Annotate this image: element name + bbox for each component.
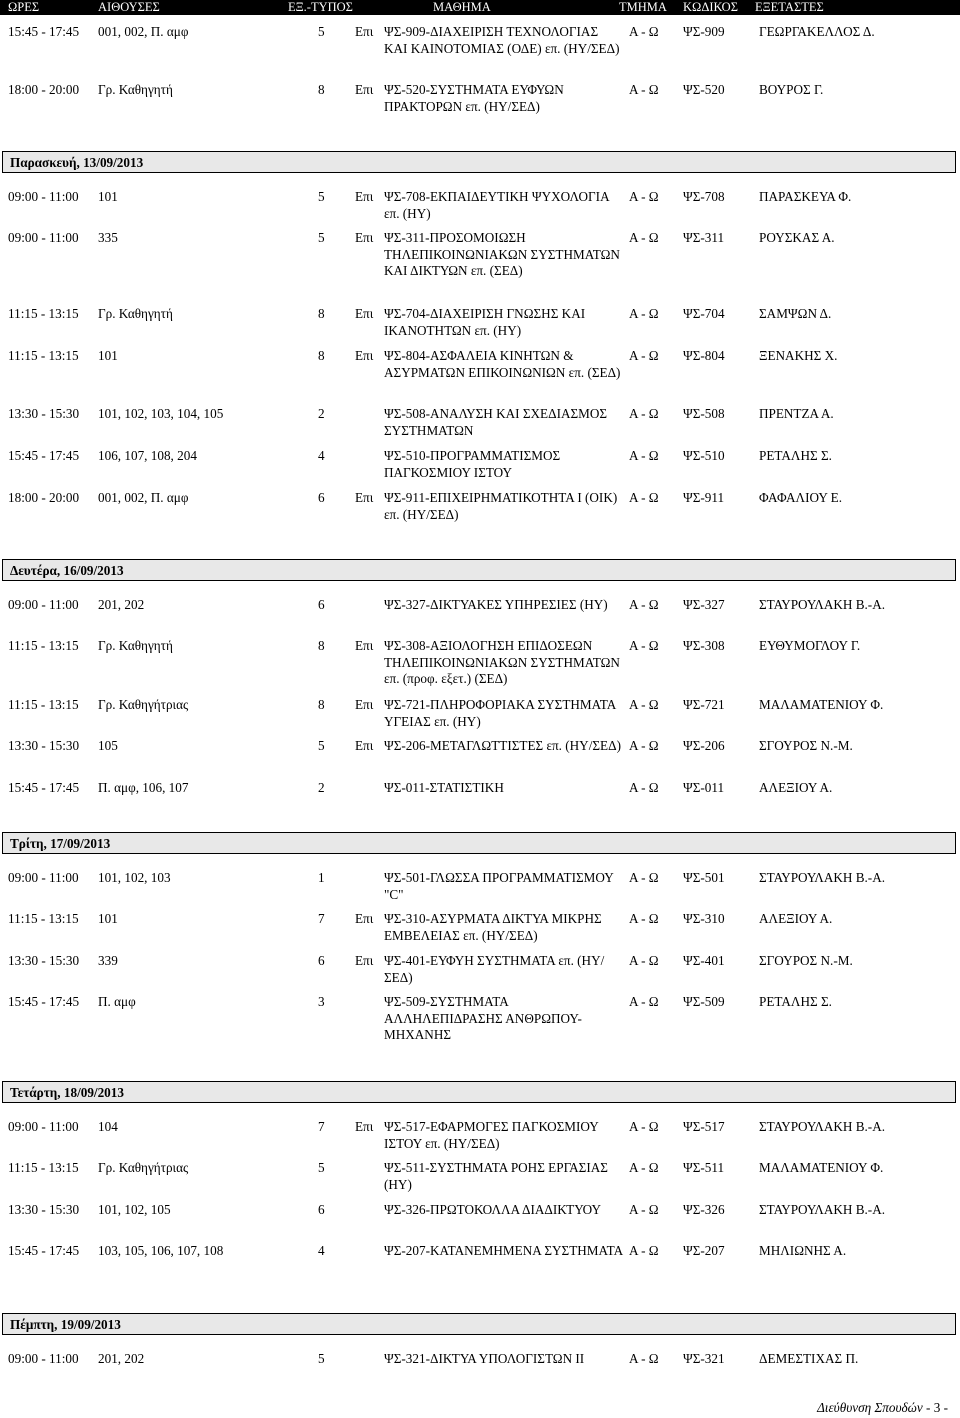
row-dept: Α - Ω <box>629 1202 659 1217</box>
row-course: ΨΣ-704-ΔΙΑΧΕΙΡΙΣΗ ΓΝΩΣΗΣ ΚΑΙ ΙΚΑΝΟΤΗΤΩΝ επ. (ΗΥ) <box>384 306 586 338</box>
row-time: 09:00 - 11:00 <box>8 1351 79 1366</box>
row-course: ΨΣ-911-ΕΠΙΧΕΙΡΗΜΑΤΙΚΟΤΗΤΑ Ι (ΟΙΚ) επ. (ΗΥ/ΣΕΔ) <box>384 490 618 522</box>
day-section-header <box>2 559 956 581</box>
row-room: 101 <box>98 348 118 363</box>
row-code: ΨΣ-310 <box>683 911 725 926</box>
row-code: ΨΣ-326 <box>683 1202 725 1217</box>
row-examiner: ΣΤΑΥΡΟΥΛΑΚΗ Β.-Α. <box>759 870 886 885</box>
row-course: ΨΣ-520-ΣΥΣΤΗΜΑΤΑ ΕΥΦΥΩΝ ΠΡΑΚΤΟΡΩΝ επ. (ΗΥ/ΣΕΔ) <box>384 82 564 114</box>
row-code: ΨΣ-708 <box>683 189 725 204</box>
row-epi: Επι <box>355 697 374 712</box>
row-course: ΨΣ-708-ΕΚΠΑΙΔΕΥΤΙΚΗ ΨΥΧΟΛΟΓΙΑ επ. (ΗΥ) <box>384 189 609 221</box>
row-epi: Επι <box>355 738 374 753</box>
row-examiner: ΜΗΛΙΩΝΗΣ Α. <box>759 1243 847 1258</box>
row-code: ΨΣ-321 <box>683 1351 725 1366</box>
row-code: ΨΣ-509 <box>683 994 725 1009</box>
row-type: 8 <box>318 306 325 321</box>
row-code: ΨΣ-207 <box>683 1243 725 1258</box>
row-dept: Α - Ω <box>629 597 659 612</box>
row-examiner: ΑΛΕΞΙΟΥ Α. <box>759 780 833 795</box>
row-type: 5 <box>318 230 325 245</box>
row-time: 18:00 - 20:00 <box>8 82 80 97</box>
row-course: ΨΣ-501-ΓΛΩΣΣΑ ΠΡΟΓΡΑΜΜΑΤΙΣΜΟΥ "C" <box>384 870 614 902</box>
row-dept: Α - Ω <box>629 189 659 204</box>
row-time: 15:45 - 17:45 <box>8 448 80 463</box>
row-room: 201, 202 <box>98 1351 145 1366</box>
row-examiner: ΡΕΤΑΛΗΣ Σ. <box>759 994 832 1009</box>
page-footer <box>817 1400 948 1416</box>
row-dept: Α - Ω <box>629 348 659 363</box>
row-dept: Α - Ω <box>629 406 659 421</box>
row-time: 13:30 - 15:30 <box>8 1202 80 1217</box>
row-type: 2 <box>318 406 325 421</box>
row-epi: Επι <box>355 230 374 245</box>
row-room: Π. αμφ, 106, 107 <box>98 780 189 795</box>
row-time: 13:30 - 15:30 <box>8 406 80 421</box>
row-type: 5 <box>318 1351 325 1366</box>
row-course: ΨΣ-308-ΑΞΙΟΛΟΓΗΣΗ ΕΠΙΔΟΣΕΩΝ ΤΗΛΕΠΙΚΟΙΝΩΝΙΑΚΩΝ ΣΥΣΤΗΜΑΤΩΝ επ. (προφ. εξετ.) (ΣΕΔ) <box>384 638 620 686</box>
row-room: 339 <box>98 953 118 968</box>
row-time: 11:15 - 13:15 <box>8 638 79 653</box>
row-dept: Α - Ω <box>629 1160 659 1175</box>
row-dept: Α - Ω <box>629 953 659 968</box>
row-type: 2 <box>318 780 325 795</box>
row-time: 09:00 - 11:00 <box>8 870 79 885</box>
row-time: 13:30 - 15:30 <box>8 738 80 753</box>
row-time: 09:00 - 11:00 <box>8 1119 79 1134</box>
row-course: ΨΣ-517-ΕΦΑΡΜΟΓΕΣ ΠΑΓΚΟΣΜΙΟΥ ΙΣΤΟΥ επ. (ΗΥ/ΣΕΔ) <box>384 1119 599 1151</box>
row-course: ΨΣ-206-ΜΕΤΑΓΛΩΤΤΙΣΤΕΣ επ. (ΗΥ/ΣΕΔ) <box>384 738 621 753</box>
row-room: 101, 102, 103 <box>98 870 171 885</box>
row-code: ΨΣ-327 <box>683 597 725 612</box>
row-course: ΨΣ-511-ΣΥΣΤΗΜΑΤΑ ΡΟΗΣ ΕΡΓΑΣΙΑΣ (ΗΥ) <box>384 1160 608 1192</box>
row-examiner: ΣΑΜΨΩΝ Δ. <box>759 306 832 321</box>
row-examiner: ΑΛΕΞΙΟΥ Α. <box>759 911 833 926</box>
row-time: 11:15 - 13:15 <box>8 911 79 926</box>
row-time: 09:00 - 11:00 <box>8 230 79 245</box>
row-room: 201, 202 <box>98 597 145 612</box>
row-course: ΨΣ-721-ΠΛΗΡΟΦΟΡΙΑΚΑ ΣΥΣΤΗΜΑΤΑ ΥΓΕΙΑΣ επ. (ΗΥ) <box>384 697 616 729</box>
row-code: ΨΣ-011 <box>683 780 725 795</box>
row-time: 15:45 - 17:45 <box>8 1243 80 1258</box>
page-number: - 3 - <box>926 1400 948 1415</box>
row-epi: Επι <box>355 490 374 505</box>
row-course: ΨΣ-510-ΠΡΟΓΡΑΜΜΑΤΙΣΜΟΣ ΠΑΓΚΟΣΜΙΟΥ ΙΣΤΟΥ <box>384 448 561 480</box>
row-type: 6 <box>318 1202 325 1217</box>
row-dept: Α - Ω <box>629 870 659 885</box>
row-code: ΨΣ-520 <box>683 82 725 97</box>
row-course: ΨΣ-327-ΔΙΚΤΥΑΚΕΣ ΥΠΗΡΕΣΙΕΣ (ΗΥ) <box>384 597 608 612</box>
header-dept: ΤΜΗΜΑ <box>619 0 667 14</box>
row-dept: Α - Ω <box>629 1119 659 1134</box>
header-rooms: ΑΙΘΟΥΣΕΣ <box>98 0 160 14</box>
header-time: ΩΡΕΣ <box>8 0 40 14</box>
row-dept: Α - Ω <box>629 911 659 926</box>
day-section-header <box>2 832 956 854</box>
row-type: 4 <box>318 448 325 463</box>
row-type: 8 <box>318 82 325 97</box>
row-course: ΨΣ-508-ΑΝΑΛΥΣΗ ΚΑΙ ΣΧΕΔΙΑΣΜΟΣ ΣΥΣΤΗΜΑΤΩΝ <box>384 406 608 438</box>
header-type: ΕΞ.-ΤΥΠΟΣ <box>288 0 353 14</box>
row-time: 18:00 - 20:00 <box>8 490 80 505</box>
row-examiner: ΞΕΝΑΚΗΣ Χ. <box>759 348 838 363</box>
row-type: 5 <box>318 1160 325 1175</box>
row-epi: Επι <box>355 1119 374 1134</box>
row-time: 13:30 - 15:30 <box>8 953 80 968</box>
row-type: 8 <box>318 348 325 363</box>
row-room: Π. αμφ <box>98 994 136 1009</box>
row-time: 15:45 - 17:45 <box>8 780 80 795</box>
row-dept: Α - Ω <box>629 994 659 1009</box>
row-examiner: ΜΑΛΑΜΑΤΕΝΙΟΥ Φ. <box>759 1160 884 1175</box>
row-examiner: ΒΟΥΡΟΣ Γ. <box>759 82 824 97</box>
row-course: ΨΣ-909-ΔΙΑΧΕΙΡΙΣΗ ΤΕΧΝΟΛΟΓΙΑΣ ΚΑΙ ΚΑΙΝΟΤΟΜΙΑΣ (ΟΔΕ) επ. (ΗΥ/ΣΕΔ) <box>384 24 620 56</box>
header-course: ΜΑΘΗΜΑ <box>433 0 491 14</box>
row-room: 101, 102, 105 <box>98 1202 171 1217</box>
row-type: 5 <box>318 189 325 204</box>
row-code: ΨΣ-206 <box>683 738 725 753</box>
column-header-bar <box>0 0 960 15</box>
row-room: 001, 002, Π. αμφ <box>98 490 189 505</box>
row-dept: Α - Ω <box>629 638 659 653</box>
day-title: Τετάρτη, 18/09/2013 <box>10 1085 124 1100</box>
header-examiners: ΕΞΕΤΑΣΤΕΣ <box>755 0 824 14</box>
row-dept: Α - Ω <box>629 490 659 505</box>
row-code: ΨΣ-311 <box>683 230 725 245</box>
row-type: 3 <box>318 994 325 1009</box>
row-dept: Α - Ω <box>629 738 659 753</box>
row-time: 15:45 - 17:45 <box>8 24 80 39</box>
row-room: 105 <box>98 738 118 753</box>
row-time: 11:15 - 13:15 <box>8 697 79 712</box>
row-dept: Α - Ω <box>629 82 659 97</box>
row-room: 101 <box>98 189 118 204</box>
row-time: 09:00 - 11:00 <box>8 597 79 612</box>
row-examiner: ΣΤΑΥΡΟΥΛΑΚΗ Β.-Α. <box>759 1119 886 1134</box>
row-examiner: ΠΡΕΝΤΖΑ Α. <box>759 406 834 421</box>
row-type: 6 <box>318 953 325 968</box>
row-examiner: ΡΕΤΑΛΗΣ Σ. <box>759 448 832 463</box>
row-examiner: ΡΟΥΣΚΑΣ Α. <box>759 230 835 245</box>
row-room: 001, 002, Π. αμφ <box>98 24 189 39</box>
row-code: ΨΣ-308 <box>683 638 725 653</box>
row-type: 1 <box>318 870 325 885</box>
row-type: 6 <box>318 597 325 612</box>
row-epi: Επι <box>355 911 374 926</box>
row-examiner: ΕΥΘΥΜΟΓΛΟΥ Γ. <box>759 638 861 653</box>
day-section-header <box>2 1081 956 1103</box>
row-course: ΨΣ-321-ΔΙΚΤΥΑ ΥΠΟΛΟΓΙΣΤΩΝ ΙΙ <box>384 1351 585 1366</box>
row-type: 6 <box>318 490 325 505</box>
row-code: ΨΣ-704 <box>683 306 725 321</box>
row-epi: Επι <box>355 82 374 97</box>
row-epi: Επι <box>355 638 374 653</box>
row-examiner: ΣΤΑΥΡΟΥΛΑΚΗ Β.-Α. <box>759 597 886 612</box>
row-room: 335 <box>98 230 118 245</box>
row-dept: Α - Ω <box>629 1351 659 1366</box>
row-dept: Α - Ω <box>629 697 659 712</box>
row-epi: Επι <box>355 306 374 321</box>
row-examiner: ΓΕΩΡΓΑΚΕΛΛΟΣ Δ. <box>759 24 875 39</box>
day-section-header <box>2 1313 956 1335</box>
row-type: 7 <box>318 1119 325 1134</box>
row-type: 7 <box>318 911 325 926</box>
row-code: ΨΣ-909 <box>683 24 725 39</box>
row-examiner: ΦΑΦΑΛΙΟΥ Ε. <box>759 490 843 505</box>
row-course: ΨΣ-011-ΣΤΑΤΙΣΤΙΚΗ <box>384 780 504 795</box>
row-room: 101, 102, 103, 104, 105 <box>98 406 224 421</box>
row-course: ΨΣ-311-ΠΡΟΣΟΜΟΙΩΣΗ ΤΗΛΕΠΙΚΟΙΝΩΝΙΑΚΩΝ ΣΥΣΤΗΜΑΤΩΝ ΚΑΙ ΔΙΚΤΥΩΝ επ. (ΣΕΔ) <box>384 230 620 278</box>
row-epi: Επι <box>355 24 374 39</box>
row-dept: Α - Ω <box>629 448 659 463</box>
row-course: ΨΣ-326-ΠΡΩΤΟΚΟΛΛΑ ΔΙΑΔΙΚΤΥΟΥ <box>384 1202 601 1217</box>
footer-label: Διεύθυνση Σπουδών <box>817 1400 923 1415</box>
row-code: ΨΣ-501 <box>683 870 725 885</box>
row-dept: Α - Ω <box>629 306 659 321</box>
row-code: ΨΣ-721 <box>683 697 725 712</box>
row-examiner: ΜΑΛΑΜΑΤΕΝΙΟΥ Φ. <box>759 697 884 712</box>
row-course: ΨΣ-401-ΕΥΦΥΗ ΣΥΣΤΗΜΑΤΑ επ. (ΗΥ/ΣΕΔ) <box>384 953 605 985</box>
row-room: Γρ. Καθηγητή <box>98 82 173 97</box>
row-room: 104 <box>98 1119 118 1134</box>
day-section-header <box>2 151 956 173</box>
row-type: 5 <box>318 24 325 39</box>
row-room: 101 <box>98 911 118 926</box>
row-time: 11:15 - 13:15 <box>8 306 79 321</box>
row-dept: Α - Ω <box>629 24 659 39</box>
row-course: ΨΣ-207-ΚΑΤΑΝΕΜΗΜΕΝΑ ΣΥΣΤΗΜΑΤΑ <box>384 1243 624 1258</box>
row-code: ΨΣ-508 <box>683 406 725 421</box>
row-code: ΨΣ-510 <box>683 448 725 463</box>
row-examiner: ΠΑΡΑΣΚΕΥΑ Φ. <box>759 189 852 204</box>
row-time: 15:45 - 17:45 <box>8 994 80 1009</box>
row-dept: Α - Ω <box>629 1243 659 1258</box>
row-code: ΨΣ-911 <box>683 490 725 505</box>
row-course: ΨΣ-310-ΑΣΥΡΜΑΤΑ ΔΙΚΤΥΑ ΜΙΚΡΗΣ ΕΜΒΕΛΕΙΑΣ επ. (ΗΥ/ΣΕΔ) <box>384 911 602 943</box>
row-code: ΨΣ-511 <box>683 1160 725 1175</box>
header-code: ΚΩΔΙΚΟΣ <box>683 0 738 14</box>
row-dept: Α - Ω <box>629 780 659 795</box>
row-room: Γρ. Καθηγητή <box>98 306 173 321</box>
day-title: Πέμπτη, 19/09/2013 <box>10 1317 121 1332</box>
row-epi: Επι <box>355 953 374 968</box>
row-examiner: ΣΓΟΥΡΟΣ Ν.-Μ. <box>759 738 853 753</box>
day-title: Παρασκευή, 13/09/2013 <box>10 155 144 170</box>
row-code: ΨΣ-804 <box>683 348 725 363</box>
row-dept: Α - Ω <box>629 230 659 245</box>
day-title: Τρίτη, 17/09/2013 <box>10 836 111 851</box>
row-examiner: ΔΕΜΕΣΤΙΧΑΣ Π. <box>759 1351 859 1366</box>
row-room: Γρ. Καθηγήτριας <box>98 1160 189 1175</box>
row-type: 5 <box>318 738 325 753</box>
row-time: 11:15 - 13:15 <box>8 1160 79 1175</box>
row-time: 11:15 - 13:15 <box>8 348 79 363</box>
day-title: Δευτέρα, 16/09/2013 <box>10 563 124 578</box>
row-time: 09:00 - 11:00 <box>8 189 79 204</box>
row-room: 106, 107, 108, 204 <box>98 448 197 463</box>
row-type: 4 <box>318 1243 325 1258</box>
row-code: ΨΣ-517 <box>683 1119 725 1134</box>
row-room: 103, 105, 106, 107, 108 <box>98 1243 224 1258</box>
row-epi: Επι <box>355 348 374 363</box>
row-code: ΨΣ-401 <box>683 953 725 968</box>
row-room: Γρ. Καθηγητή <box>98 638 173 653</box>
row-course: ΨΣ-804-ΑΣΦΑΛΕΙΑ ΚΙΝΗΤΩΝ & ΑΣΥΡΜΑΤΩΝ ΕΠΙΚΟΙΝΩΝΙΩΝ επ. (ΣΕΔ) <box>384 348 621 380</box>
row-examiner: ΣΓΟΥΡΟΣ Ν.-Μ. <box>759 953 853 968</box>
row-epi: Επι <box>355 189 374 204</box>
row-room: Γρ. Καθηγήτριας <box>98 697 189 712</box>
row-examiner: ΣΤΑΥΡΟΥΛΑΚΗ Β.-Α. <box>759 1202 886 1217</box>
row-type: 8 <box>318 697 325 712</box>
row-course: ΨΣ-509-ΣΥΣΤΗΜΑΤΑ ΑΛΛΗΛΕΠΙΔΡΑΣΗΣ ΑΝΘΡΩΠΟΥ-ΜΗΧΑΝΗΣ <box>384 994 582 1042</box>
row-type: 8 <box>318 638 325 653</box>
